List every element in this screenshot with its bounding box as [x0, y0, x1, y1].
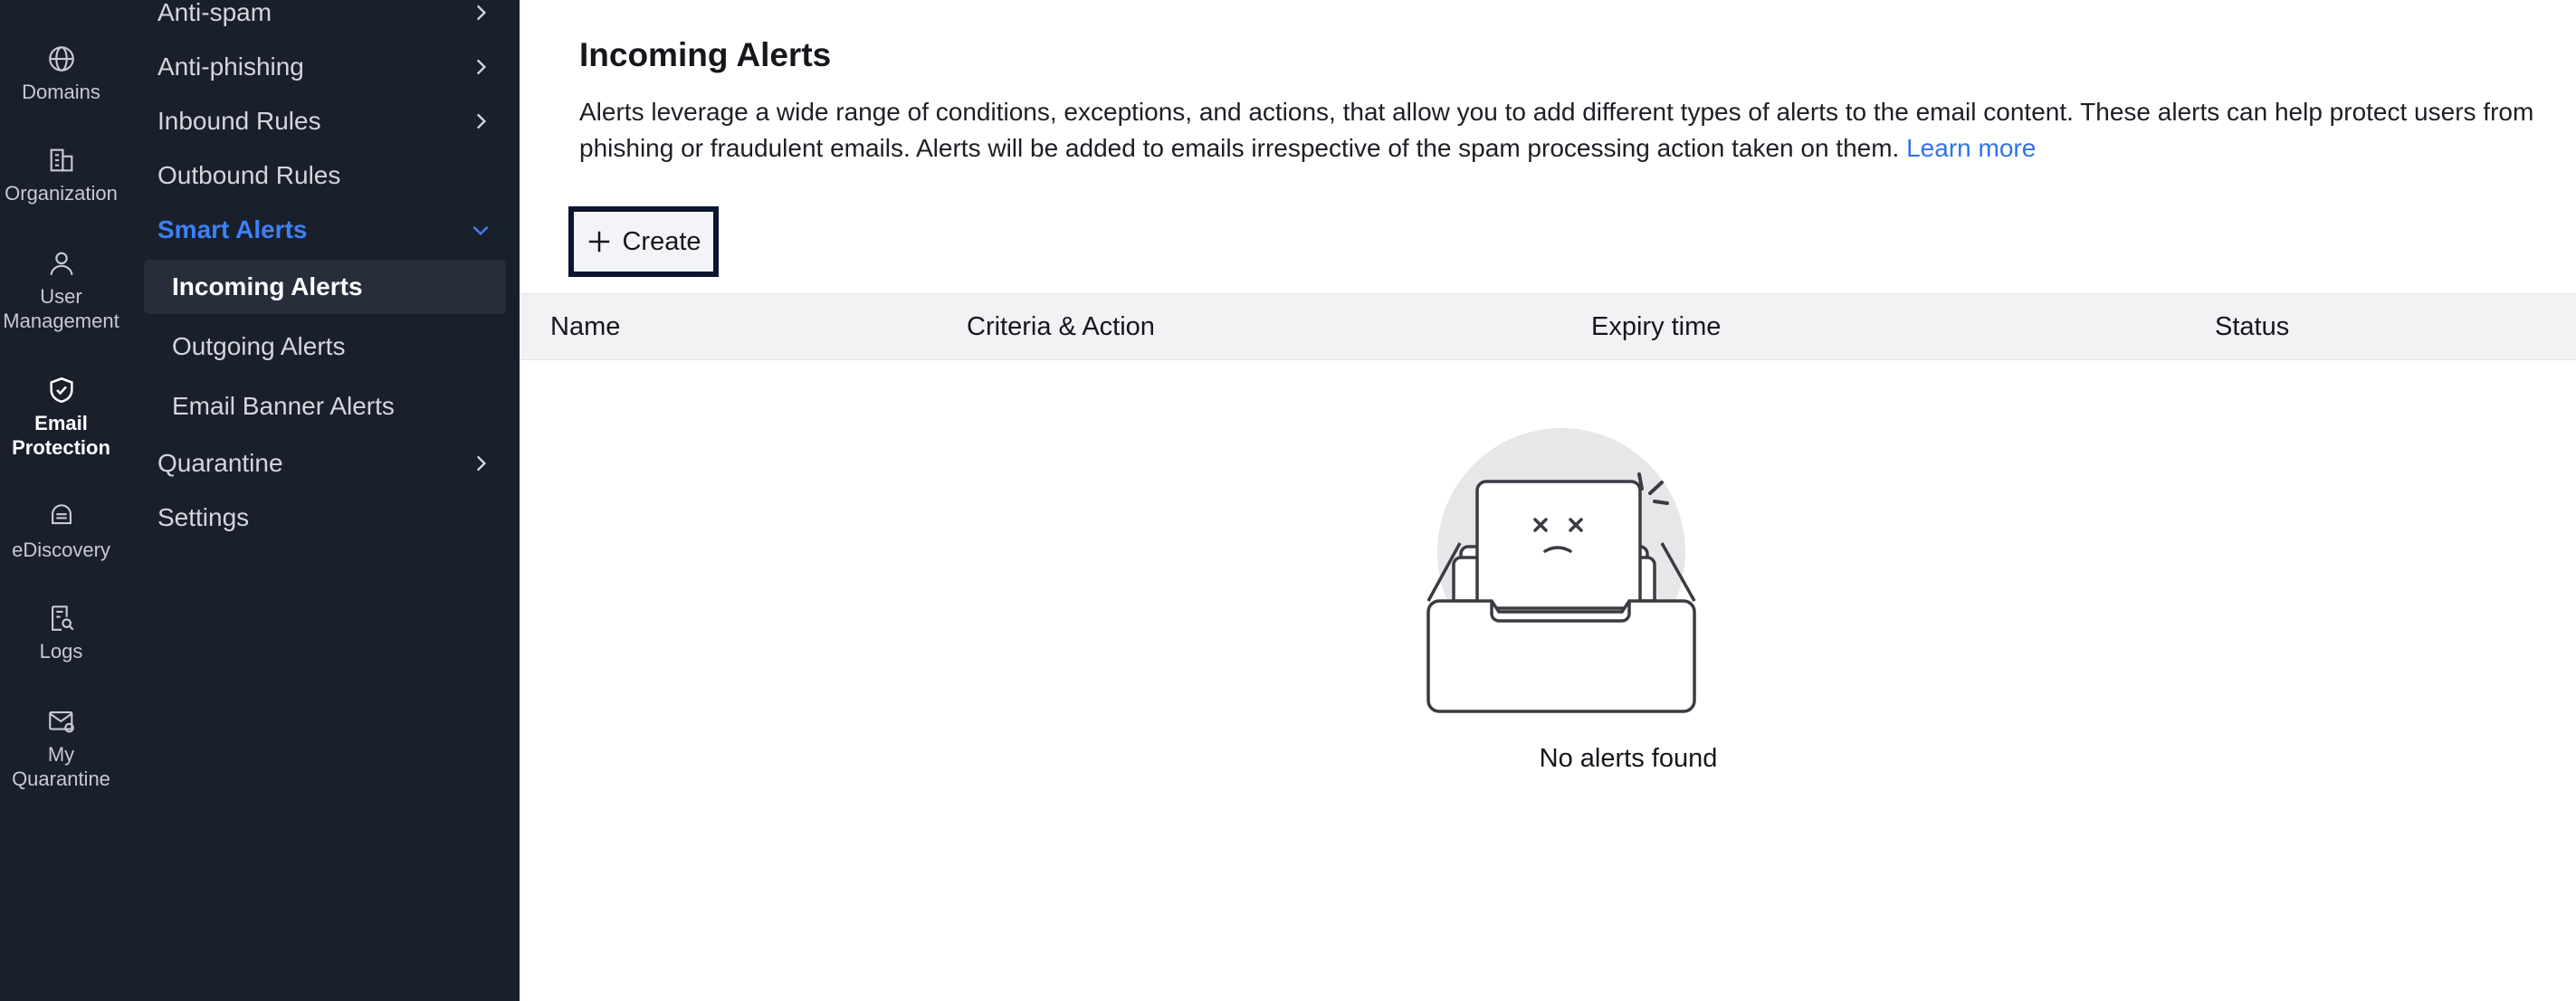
main-content — [520, 0, 2576, 1001]
table-header — [520, 293, 2576, 360]
rail-item-label: eDiscovery — [12, 539, 110, 561]
rail-item-label: User Management — [3, 285, 119, 332]
nav-item-label: Incoming Alerts — [172, 272, 363, 300]
rail-item-label: Domains — [22, 81, 100, 103]
shield-icon — [46, 375, 77, 405]
empty-state — [1425, 425, 1832, 787]
secondary-nav — [122, 0, 520, 1001]
create-button[interactable] — [568, 206, 719, 277]
rail-item-email-protection[interactable] — [0, 375, 122, 460]
chevron-right-icon — [469, 55, 492, 79]
rail-item-label: Logs — [39, 640, 83, 663]
nav-subitem-email-banner-alerts[interactable] — [144, 379, 506, 434]
nav-subitem-outgoing-alerts[interactable] — [144, 319, 506, 374]
empty-state-message: No alerts found — [1539, 744, 1718, 773]
chevron-right-icon — [469, 1, 492, 24]
nav-item-outbound-rules[interactable] — [122, 150, 520, 201]
page-title: Incoming Alerts — [579, 36, 832, 73]
rail-item-ediscovery[interactable] — [0, 501, 122, 562]
rail-item-label: Email Protection — [12, 412, 110, 459]
chevron-right-icon — [469, 110, 492, 133]
building-icon — [46, 145, 77, 176]
column-header-status[interactable]: Status — [2215, 311, 2290, 341]
logs-search-icon — [46, 603, 77, 634]
rail-item-domains[interactable] — [0, 43, 122, 104]
nav-item-label: Outbound Rules — [157, 161, 341, 189]
nav-subitem-incoming-alerts[interactable] — [144, 260, 506, 314]
column-header-criteria-action[interactable]: Criteria & Action — [967, 311, 1155, 341]
globe-icon — [46, 43, 77, 74]
rail-item-label: Organization — [5, 182, 118, 205]
column-header-expiry-time[interactable]: Expiry time — [1591, 311, 1722, 341]
description-text: Alerts leverage a wide range of conditions, exceptions, and actions, that allow you to add different types of alerts to the email content. These alerts can help protect users from phishing or fraudulent emails. Alerts will be added to emails irrespective of the spam processing action taken on them. — [579, 98, 2534, 162]
nav-item-anti-phishing[interactable] — [122, 42, 520, 92]
nav-item-label: Anti-phishing — [157, 52, 304, 81]
nav-item-inbound-rules[interactable] — [122, 96, 520, 147]
nav-item-label: Settings — [157, 503, 250, 531]
user-icon — [46, 248, 77, 279]
create-button-label: Create — [622, 226, 701, 256]
nav-item-label: Smart Alerts — [157, 215, 308, 243]
nav-item-quarantine[interactable] — [122, 438, 520, 489]
nav-item-label: Inbound Rules — [157, 107, 321, 135]
nav-item-anti-spam[interactable] — [122, 0, 520, 38]
icon-rail — [0, 0, 122, 1001]
rail-item-my-quarantine[interactable] — [0, 706, 122, 791]
rail-item-organization[interactable] — [0, 145, 122, 205]
nav-item-label: Email Banner Alerts — [172, 392, 395, 420]
page-description — [579, 94, 2534, 167]
chevron-down-icon — [469, 218, 492, 242]
ediscovery-icon — [46, 501, 77, 532]
column-header-name[interactable]: Name — [550, 311, 621, 341]
rail-item-label: My Quarantine — [12, 743, 110, 790]
nav-item-settings[interactable] — [122, 492, 520, 543]
plus-icon — [586, 228, 613, 255]
nav-item-smart-alerts[interactable] — [122, 205, 520, 255]
rail-item-logs[interactable] — [0, 603, 122, 663]
empty-inbox-illustration — [1425, 425, 1832, 724]
mail-quarantine-icon — [46, 706, 77, 737]
learn-more-link[interactable]: Learn more — [1906, 134, 2037, 162]
nav-item-label: Outgoing Alerts — [172, 332, 346, 360]
chevron-right-icon — [469, 452, 492, 475]
rail-item-user-management[interactable] — [0, 248, 122, 333]
nav-item-label: Quarantine — [157, 449, 283, 477]
nav-item-label: Anti-spam — [157, 0, 272, 26]
